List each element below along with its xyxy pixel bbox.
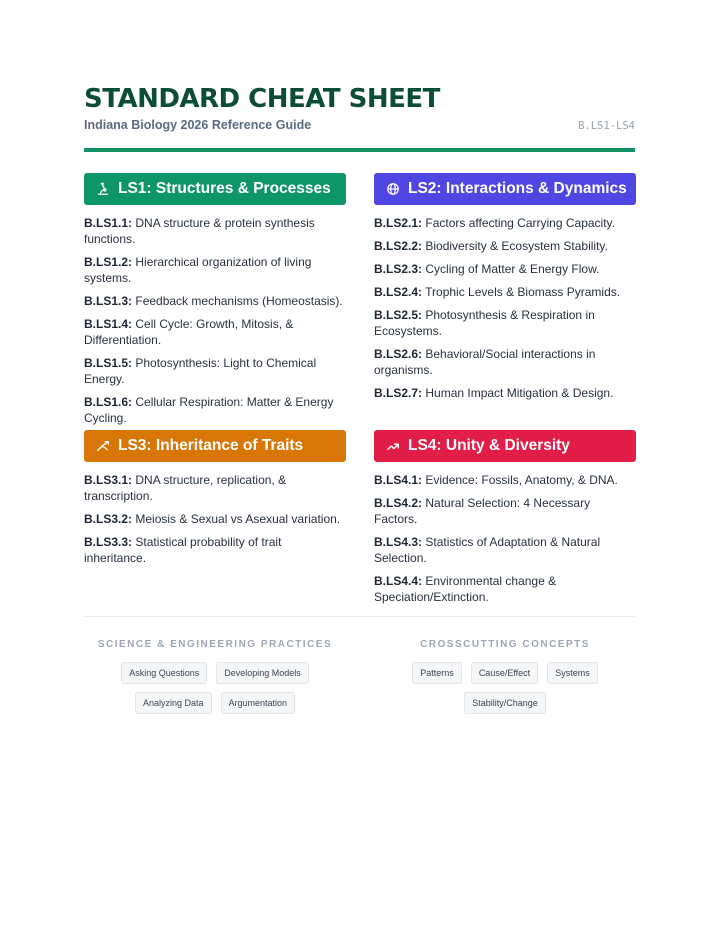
standard-description: Meiosis & Sexual vs Asexual variation. bbox=[135, 512, 341, 526]
list-item bbox=[374, 346, 636, 378]
standard-code: B.LS1.3: bbox=[84, 294, 133, 308]
standard-code: B.LS2.1: bbox=[374, 216, 423, 230]
list-item bbox=[374, 573, 636, 605]
list-item bbox=[374, 215, 636, 231]
standard-description: Hierarchical organization of living systems. bbox=[84, 255, 312, 285]
practices-title: SCIENCE & ENGINEERING PRACTICES bbox=[97, 639, 333, 650]
section-ls1 bbox=[84, 173, 346, 433]
standard-code: B.LS1.4: bbox=[84, 317, 133, 331]
split-arrow-icon bbox=[95, 438, 111, 454]
standard-code: B.LS2.2: bbox=[374, 239, 423, 253]
list-item bbox=[84, 511, 346, 527]
trending-up-icon bbox=[385, 438, 401, 454]
section-ls3 bbox=[84, 430, 346, 573]
tag-chip: Asking Questions bbox=[121, 662, 207, 684]
standard-description: Human Impact Mitigation & Design. bbox=[425, 386, 614, 400]
standard-description: Natural Selection: 4 Necessary Factors. bbox=[374, 496, 591, 526]
list-item bbox=[374, 261, 636, 277]
section-title: LS1: Structures & Processes bbox=[118, 180, 331, 197]
standard-code: B.LS4.1: bbox=[374, 473, 423, 487]
tag-chip: Developing Models bbox=[216, 662, 309, 684]
standard-code: B.LS4.4: bbox=[374, 574, 423, 588]
standard-description: Cell Cycle: Growth, Mitosis, & Differentiation. bbox=[84, 317, 294, 347]
standard-description: Evidence: Fossils, Anatomy, & DNA. bbox=[425, 473, 618, 487]
standard-code: B.LS3.3: bbox=[84, 535, 133, 549]
standard-code: B.LS4.3: bbox=[374, 535, 423, 549]
list-item bbox=[374, 385, 636, 401]
standard-description: Cycling of Matter & Energy Flow. bbox=[425, 262, 600, 276]
section-title: LS3: Inheritance of Traits bbox=[118, 437, 304, 454]
list-item bbox=[374, 495, 636, 527]
header-rule bbox=[84, 148, 635, 152]
section-header bbox=[374, 173, 636, 205]
list-item bbox=[84, 472, 346, 504]
list-item bbox=[374, 472, 636, 488]
standard-description: Photosynthesis: Light to Chemical Energy. bbox=[84, 356, 317, 386]
standards-list bbox=[84, 215, 346, 426]
section-ls4 bbox=[374, 430, 636, 612]
standards-list bbox=[374, 215, 636, 401]
standard-code: B.LS2.5: bbox=[374, 308, 423, 322]
standard-description: Statistics of Adaptation & Natural Selection. bbox=[374, 535, 601, 565]
standard-description: DNA structure, replication, & transcription. bbox=[84, 473, 287, 503]
standard-description: DNA structure & protein synthesis functions. bbox=[84, 216, 315, 246]
practices-group bbox=[84, 639, 346, 722]
standard-description: Factors affecting Carrying Capacity. bbox=[425, 216, 615, 230]
tag-chip: Argumentation bbox=[221, 692, 296, 714]
tag-chip: Analyzing Data bbox=[135, 692, 212, 714]
concepts-group bbox=[374, 639, 636, 722]
list-item bbox=[84, 254, 346, 286]
section-header bbox=[374, 430, 636, 462]
section-ls2 bbox=[374, 173, 636, 408]
section-divider bbox=[84, 616, 635, 617]
standard-description: Photosynthesis & Respiration in Ecosystems. bbox=[374, 308, 595, 338]
standard-code: B.LS2.7: bbox=[374, 386, 423, 400]
standard-code: B.LS1.6: bbox=[84, 395, 133, 409]
list-item bbox=[84, 534, 346, 566]
standard-description: Statistical probability of trait inheritance. bbox=[84, 535, 282, 565]
tag-chip: Patterns bbox=[412, 662, 462, 684]
standard-description: Environmental change & Speciation/Extinction. bbox=[374, 574, 557, 604]
standard-description: Trophic Levels & Biomass Pyramids. bbox=[425, 285, 621, 299]
standards-list bbox=[374, 472, 636, 605]
section-title: LS4: Unity & Diversity bbox=[408, 437, 570, 454]
section-header bbox=[84, 430, 346, 462]
standard-description: Feedback mechanisms (Homeostasis). bbox=[135, 294, 343, 308]
list-item bbox=[84, 355, 346, 387]
standard-code: B.LS1.1: bbox=[84, 216, 133, 230]
list-item bbox=[374, 307, 636, 339]
page-subtitle: Indiana Biology 2026 Reference Guide bbox=[84, 118, 312, 132]
tag-row bbox=[374, 692, 636, 714]
standard-description: Cellular Respiration: Matter & Energy Cycling. bbox=[84, 395, 334, 425]
standard-code: B.LS2.6: bbox=[374, 347, 423, 361]
list-item bbox=[84, 394, 346, 426]
standard-code: B.LS3.1: bbox=[84, 473, 133, 487]
list-item bbox=[374, 534, 636, 566]
page-title: STANDARD CHEAT SHEET bbox=[84, 84, 440, 114]
standard-code: B.LS4.2: bbox=[374, 496, 423, 510]
globe-icon bbox=[385, 181, 401, 197]
standard-code: B.LS3.2: bbox=[84, 512, 133, 526]
tag-chip: Systems bbox=[547, 662, 598, 684]
tag-chip: Stability/Change bbox=[464, 692, 546, 714]
microscope-icon bbox=[95, 181, 111, 197]
tag-row bbox=[84, 692, 346, 714]
section-header bbox=[84, 173, 346, 205]
list-item bbox=[84, 316, 346, 348]
standard-code: B.LS2.3: bbox=[374, 262, 423, 276]
tag-chip: Cause/Effect bbox=[471, 662, 538, 684]
concepts-title: CROSSCUTTING CONCEPTS bbox=[420, 639, 590, 650]
tag-row bbox=[84, 662, 346, 684]
standard-description: Biodiversity & Ecosystem Stability. bbox=[425, 239, 608, 253]
standard-code: B.LS1-LS4 bbox=[578, 120, 635, 132]
list-item bbox=[84, 293, 346, 309]
list-item bbox=[374, 284, 636, 300]
standards-list bbox=[84, 472, 346, 566]
standard-code: B.LS1.2: bbox=[84, 255, 133, 269]
section-title: LS2: Interactions & Dynamics bbox=[408, 180, 627, 197]
standard-description: Behavioral/Social interactions in organisms. bbox=[374, 347, 596, 377]
list-item bbox=[84, 215, 346, 247]
standard-code: B.LS2.4: bbox=[374, 285, 423, 299]
list-item bbox=[374, 238, 636, 254]
tag-row bbox=[374, 662, 636, 684]
standard-code: B.LS1.5: bbox=[84, 356, 133, 370]
